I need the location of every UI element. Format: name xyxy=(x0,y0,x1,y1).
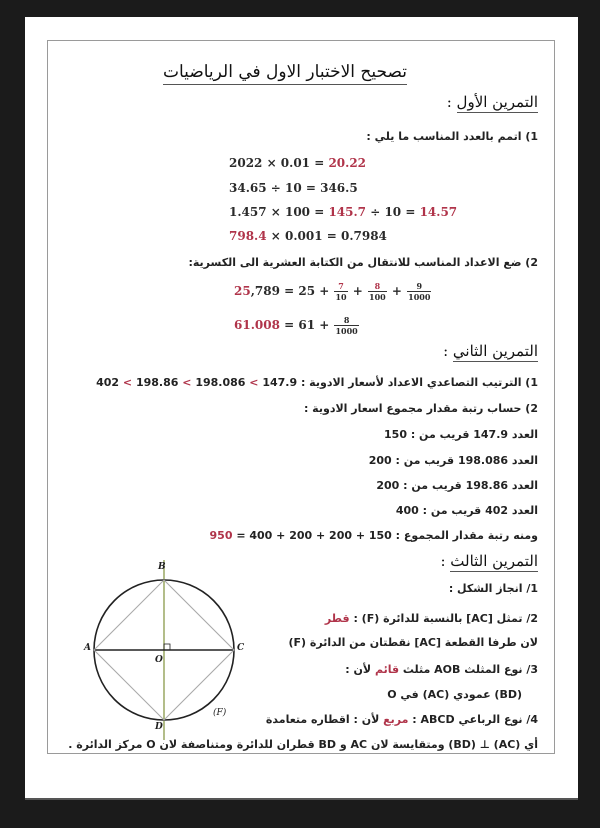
numerator: 8 xyxy=(334,315,358,326)
expr: ÷ 10 = xyxy=(366,205,420,219)
expr: 2022 × 0.01 = xyxy=(229,156,329,170)
answer: قطر xyxy=(324,612,350,625)
ex2-q1-line xyxy=(96,376,538,389)
ex3-q2-reason: لان طرفا القطعة [AC] نقطتان من الدائرة (F) xyxy=(288,636,538,649)
plus: + xyxy=(352,284,363,298)
answer: 25 xyxy=(234,284,251,298)
ex1-q2-eq-2 xyxy=(234,315,360,336)
ex3-q2 xyxy=(325,612,538,625)
numerator: 7 xyxy=(334,281,347,292)
answer: 798.4 xyxy=(229,229,267,243)
page-title: تصحيح الاختبار الاول في الرياضيات xyxy=(163,62,407,85)
answer: قائم xyxy=(374,663,400,676)
point-c-label: C xyxy=(237,643,245,653)
ex2-q1-label: 1) الترتيب التصاعدي الاعداد لأسعار الادوية : xyxy=(297,376,538,389)
numerator: 9 xyxy=(407,281,431,292)
geometry-figure xyxy=(85,560,265,744)
denominator: 1000 xyxy=(335,326,358,336)
expr: ,789 = 25 + xyxy=(250,284,334,298)
value: 147.9 xyxy=(262,376,298,389)
colon: : xyxy=(446,93,452,111)
ex3-q3-reason: (BD) عمودي (AC) في O xyxy=(387,688,522,701)
ex1-q1-line-3 xyxy=(229,205,457,219)
ex2-q2-label: 2) حساب رتبة مقدار مجموع اسعار الادوية : xyxy=(303,402,538,415)
question-tail: لأن : اقطاره متعامدة xyxy=(265,713,384,726)
question: 3/ نوع المثلث AOB مثلث xyxy=(399,663,538,676)
sum-value: 950 xyxy=(209,529,233,542)
question: 2/ تمثل [AC] بالنسبة للدائرة (F) : xyxy=(349,612,538,625)
value: 402 xyxy=(96,376,120,389)
expr: 1.457 × 100 = xyxy=(229,205,329,219)
ex1-q1-line-4 xyxy=(229,229,387,243)
point-b-label: B xyxy=(158,562,166,572)
exercise-2-title: التمرين الثاني xyxy=(452,342,538,360)
sum-terms: = 400 + 200 + 200 + 150 xyxy=(232,529,392,542)
answer: 20.22 xyxy=(328,156,367,170)
value: 198.086 xyxy=(195,376,246,389)
exercise-1-heading xyxy=(447,93,538,111)
answer: مربع xyxy=(383,713,409,726)
expr: × 0.001 = 0.7984 xyxy=(266,229,387,243)
expr: = 61 + xyxy=(279,318,334,332)
ex3-q4 xyxy=(266,713,538,726)
colon: : xyxy=(443,342,449,360)
ex1-q2-label: 2) ضع الاعداد المناسب للانتقال من الكتابة العشرية الى الكسرية: xyxy=(188,256,538,269)
ex2-q2-line-3: العدد 198.86 قريب من : 200 xyxy=(376,479,538,492)
ex2-q2-line-2: العدد 198.086 قريب من : 200 xyxy=(368,454,538,467)
question: 4/ نوع الرباعي ABCD : xyxy=(408,713,538,726)
sum-expression xyxy=(210,529,392,542)
ex2-q1-order xyxy=(96,376,297,389)
exercise-1-title: التمرين الأول xyxy=(456,93,538,111)
ex1-q2-eq-1 xyxy=(234,281,432,302)
less-than: < xyxy=(249,376,259,389)
less-than: < xyxy=(182,376,192,389)
ex1-q1-label: 1) اتمم بالعدد المناسب ما يلي : xyxy=(366,130,538,143)
question-tail: لأن : xyxy=(345,663,375,676)
less-than: < xyxy=(122,376,133,389)
point-a-label: A xyxy=(84,643,91,653)
exercise-2-heading xyxy=(443,342,538,360)
exercise-3-heading xyxy=(440,552,538,570)
plus: + xyxy=(391,284,402,298)
ex2-q2-line-4: العدد 402 قريب من : 400 xyxy=(395,504,538,517)
fraction xyxy=(407,281,431,302)
ex1-q1-line-1 xyxy=(229,156,366,170)
expr: 34.65 ÷ 10 = 346.5 xyxy=(229,181,358,195)
point-d-label: D xyxy=(155,722,163,732)
ex3-q3 xyxy=(345,663,538,676)
ex2-q2-sum xyxy=(210,529,538,542)
colon: : xyxy=(440,552,446,570)
ex3-q1: 1/ انجاز الشكل : xyxy=(448,582,538,595)
fraction xyxy=(368,281,387,302)
answer: 14.57 xyxy=(419,205,458,219)
circle-f-label: (F) xyxy=(213,708,227,718)
numerator: 8 xyxy=(368,281,387,292)
sum-label: ومنه رتبة مقدار المجموع : xyxy=(391,529,538,542)
fraction xyxy=(334,315,358,336)
fraction xyxy=(334,281,347,302)
denominator: 100 xyxy=(369,292,386,302)
ex1-q1-line-2 xyxy=(229,181,358,195)
denominator: 10 xyxy=(335,292,347,302)
answer: 145.7 xyxy=(328,205,367,219)
ex3-q4-reason: أي (AC) ⊥ (BD) ومتقايسة لان AC و BD قطران للدائرة ومتناصفة لان O مركز الدائرة . xyxy=(68,738,538,751)
exercise-3-title: التمرين الثالث xyxy=(450,552,538,570)
answer: 61.008 xyxy=(234,318,280,332)
denominator: 1000 xyxy=(408,292,431,302)
point-o-label: O xyxy=(155,655,163,665)
ex2-q2-line-1: العدد 147.9 قريب من : 150 xyxy=(384,428,538,441)
value: 198.86 xyxy=(135,376,179,389)
